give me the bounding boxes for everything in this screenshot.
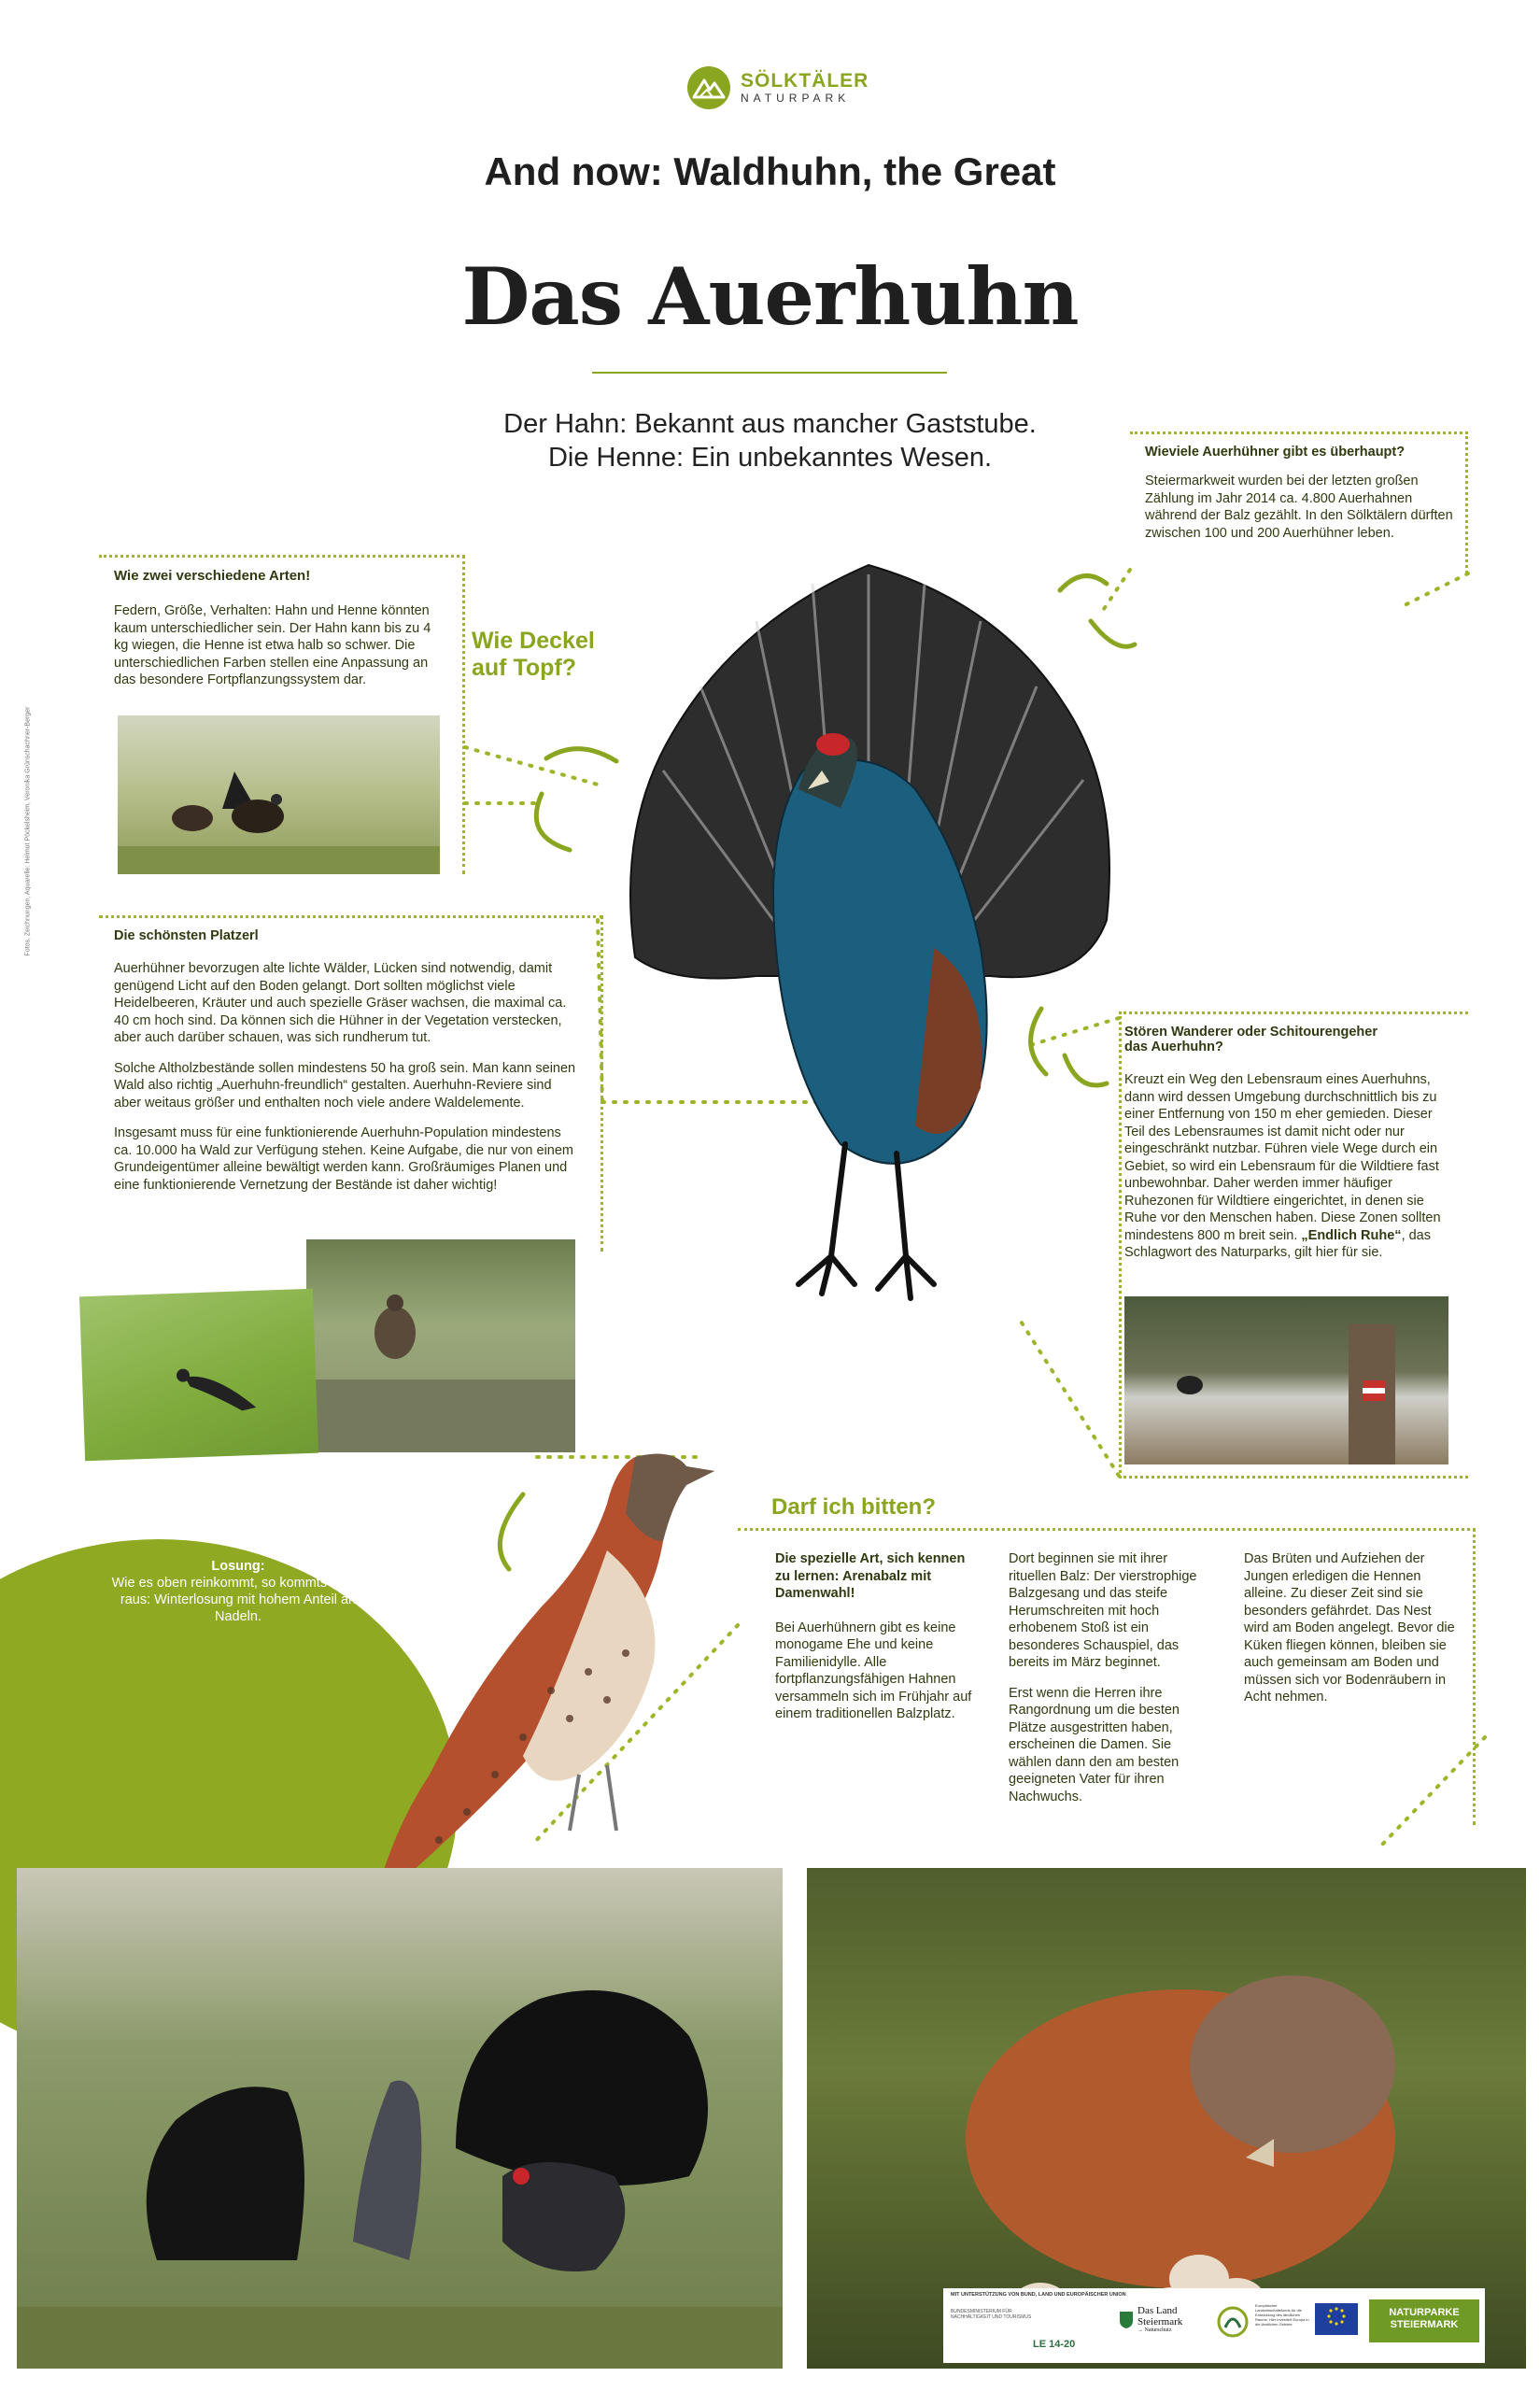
box-platzerl-content bbox=[114, 928, 581, 1207]
box-platzerl-p3: Insgesamt muss für eine funktionierende Auerhuhn-Population mindestens ca. 10.000 ha Wald zur Verfügung stehen. Keine Aufgabe, die nur von einem Grundeigentümer alleine bewältigt werden kann. Großräumiges Planen und eine funktionierende Vernetzung der Bestände ist daher wichtig! bbox=[114, 1125, 573, 1193]
box-wanderer-title bbox=[1124, 1025, 1453, 1054]
photo-hahn-wiese bbox=[79, 1289, 318, 1462]
losung-text: Wie es oben reinkommt, so kommts unten raus: Winterlosung mit hohem Anteil an Nadeln. bbox=[111, 1576, 365, 1624]
box-balz-col2-p1: Dort beginnen sie mit ihrer rituellen Balz: Der vierstrophige Balzgesang und das steife Herumschreiten mit hoch erhobenem Stoß ist ein besonderes Schauspiel, das bereits im März beginnet. bbox=[1009, 1551, 1197, 1670]
callout-deckel-line2: auf Topf? bbox=[472, 655, 576, 681]
photo-winter-wald bbox=[1124, 1296, 1448, 1464]
box-platzerl-title: Die schönsten Platzerl bbox=[114, 928, 259, 943]
page-kicker: And now: Waldhuhn, the Great bbox=[484, 149, 1056, 193]
coat-of-arms-icon bbox=[1119, 2311, 1134, 2329]
sponsor-eu-text: Europäischer Landwirtschaftsfonds für die Entwicklung des ländlichen Raums: Hier investiert Europa in die ländlichen Gebiete bbox=[1255, 2303, 1309, 2327]
box-wanderer-tail: , das Schlagwort des Naturparks, gilt hier für sie. bbox=[1124, 1227, 1431, 1260]
box-wanderer-title-line1: Stören Wanderer oder Schitourengeher bbox=[1124, 1025, 1378, 1040]
illustration-auerhahn bbox=[598, 546, 1149, 1322]
box-balz-heading: Darf ich bitten? bbox=[771, 1494, 937, 1520]
sponsor-naturparke bbox=[1369, 2299, 1479, 2342]
box-wanderer-title-line2: das Auerhuhn? bbox=[1124, 1040, 1223, 1054]
subtitle-line-1: Der Hahn: Bekannt aus mancher Gaststube. bbox=[503, 409, 1037, 439]
losung-content bbox=[103, 1558, 374, 1625]
sponsor-ministry: BUNDESMINISTERIUM FÜR NACHHALTIGKEIT UND TOURISMUS bbox=[951, 2309, 1032, 2320]
losung-title: Losung: bbox=[211, 1559, 265, 1574]
sponsor-land-sub: → Naturschutz bbox=[1137, 2327, 1172, 2333]
box-wanderer-content bbox=[1124, 1025, 1453, 1262]
logo-sub: NATURPARK bbox=[741, 92, 851, 105]
box-platzerl-p1: Auerhühner bevorzugen alte lichte Wälder, Lücken sind notwendig, damit genügend Licht auf den Boden gelangt. Dort sollten möglichst viele Heidelbeeren, Kräuter und auch spezielle Gräser wachsen, die maximal ca. 40 cm hoch sind. Da können sich die Hühner in der Vegetation verstecken, aber auch darüber schauen, was sich rundherum tut. bbox=[114, 961, 567, 1045]
sponsor-np-line1: NATURPARKE bbox=[1389, 2307, 1460, 2318]
box-anzahl-title: Wieviele Auerhühner gibt es überhaupt? bbox=[1145, 445, 1406, 460]
box-balz-col3: Das Brüten und Aufziehen der Jungen erledigen die Hennen alleine. Zu dieser Zeit sind sie besonders gefährdet. Das Nest wird am Boden angelegt. Bevor die Küken fliegen können, bleiben sie auch gemeinsam am Boden und müssen sich vor Bodenräubern in Acht nehmen. bbox=[1244, 1551, 1455, 1705]
sponsor-land bbox=[1119, 2305, 1203, 2333]
box-balz-col1-text: Bei Auerhühnern gibt es keine monogame Ehe und keine Familienidylle. Alle fortpflanzungsfähigen Hahnen versammeln sich im Frühjahr auf einem traditionellen Balzplatz. bbox=[775, 1620, 972, 1721]
box-wanderer-text bbox=[1124, 1071, 1453, 1262]
sponsor-note: MIT UNTERSTÜTZUNG VON BUND, LAND UND EUROPÄISCHER UNION bbox=[951, 2292, 1126, 2298]
eu-flag-icon bbox=[1315, 2303, 1358, 2335]
photo-credit: Fotos, Zeichnungen, Aquarelle: Helmut Pöckelsheim, Veronika Grünschachner-Berger bbox=[24, 706, 32, 956]
box-platzerl-text bbox=[114, 960, 581, 1194]
box-balz-col2 bbox=[1009, 1550, 1216, 1818]
box-platzerl-p2: Solche Altholzbestände sollen mindestens 50 ha groß sein. Man kann seinen Wald also richtig „Auerhuhn-freundlich“ gestalten. Auerhuhn-Reviere sind aber weitaus größer und enthalten noch viele andere Waldelemente. bbox=[114, 1060, 576, 1111]
box-balz-col2-p2: Erst wenn die Herren ihre Rangordnung um die besten Plätze ausgestritten haben, erscheinen die Damen. Sie wählen dann den am besten geeigneten Vater für ihren Nachwuchs. bbox=[1009, 1685, 1180, 1804]
sponsor-land-line1: Das Land bbox=[1137, 2305, 1178, 2316]
logo-name: SÖLKTÄLER bbox=[741, 70, 869, 92]
leader-icon bbox=[1216, 2305, 1250, 2342]
sponsor-le: LE 14-20 bbox=[1033, 2339, 1076, 2350]
box-balz-col1-title: Die spezielle Art, sich kennen zu lernen: Arenabalz mit Damenwahl! bbox=[775, 1551, 966, 1601]
box-balz-col1 bbox=[775, 1550, 979, 1723]
photo-henne-wald bbox=[306, 1239, 575, 1452]
photo-balzende-hahne bbox=[17, 1868, 783, 2369]
box-wanderer-bold: „Endlich Ruhe“ bbox=[1301, 1227, 1402, 1243]
box-wanderer-body: Kreuzt ein Weg den Lebensraum eines Auerhuhns, dann wird dessen Umgebung durchschnittlich bis zu einer Entfernung von 150 m eher gemieden. Dieser Teil des Lebensraumes ist damit nicht oder nur eingeschränkt nutzbar. Führen viele Wege durch ein Gebiet, so wird ein Lebensraum für die Wildtiere fast unbewohnbar. Daher werden immer häufiger Ruhezonen für Wildtiere eingerichtet, in denen sie Ruhe vor den Menschen haben. Diese Zonen sollten mindestens 800 m breit sein. bbox=[1124, 1072, 1441, 1243]
box-arten-text: Federn, Größe, Verhalten: Hahn und Henne könnten kaum unterschiedlicher sein. Der Hahn kann bis zu 4 kg wiegen, die Henne ist etwa halb so schwer. Die unterschiedlichen Farben stellen eine Anpassung an das besondere Fortpflanzungssystem dar. bbox=[114, 603, 431, 687]
illustration-auerhenne bbox=[355, 1438, 747, 1943]
sponsor-strip bbox=[943, 2288, 1485, 2363]
subtitle-line-2: Die Henne: Ein unbekanntes Wesen. bbox=[547, 443, 993, 473]
sponsor-land-line2: Steiermark bbox=[1137, 2316, 1183, 2327]
box-anzahl-text: Steiermarkweit wurden bei der letzten großen Zählung im Jahr 2014 ca. 4.800 Auerhahnen während der Balz gezählt. In den Sölktälern dürften zwischen 100 und 200 Auerhühner leben. bbox=[1145, 474, 1453, 541]
sponsor-np-line2: STEIERMARK bbox=[1390, 2319, 1459, 2330]
box-arten-title: Wie zwei verschiedene Arten! bbox=[114, 568, 311, 584]
page-title: Das Auerhuhn bbox=[461, 250, 1079, 343]
callout-deckel-line1: Wie Deckel bbox=[472, 628, 595, 654]
